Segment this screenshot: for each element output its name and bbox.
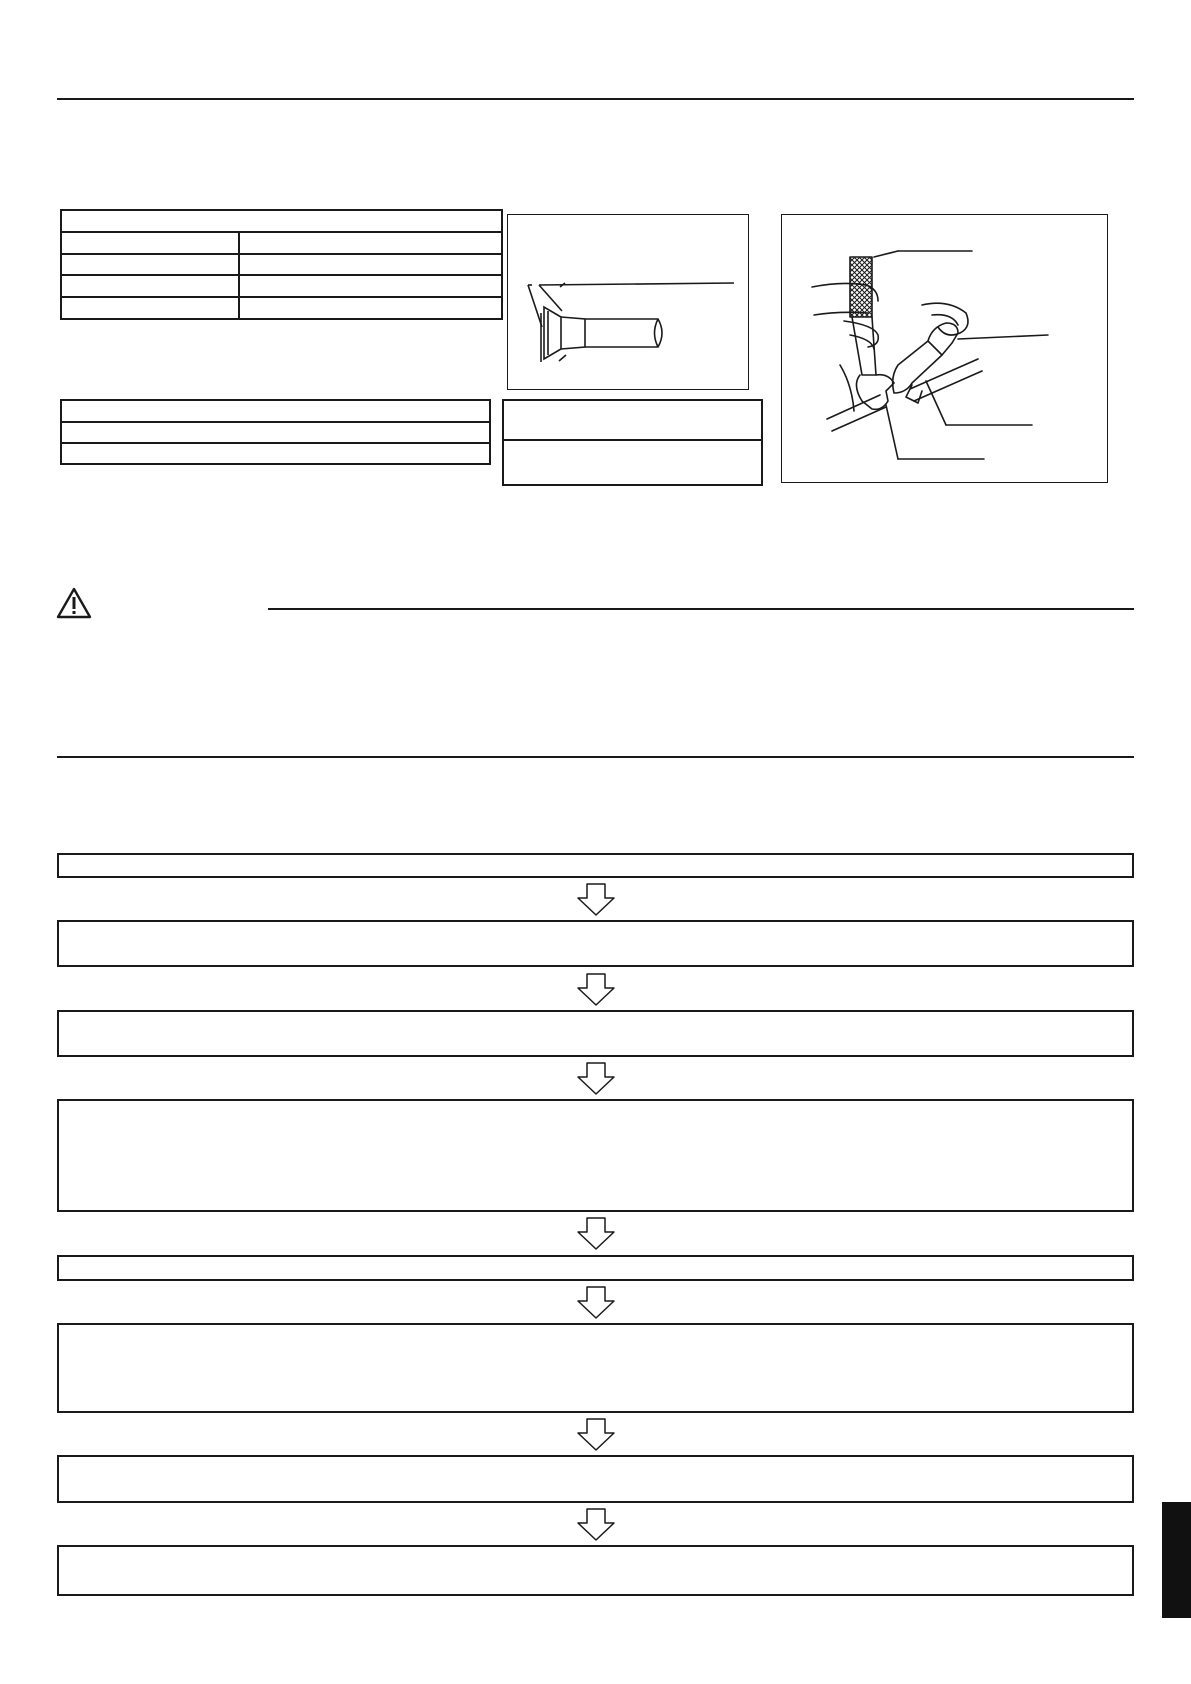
flow-step-box xyxy=(57,853,1134,878)
down-arrow-icon xyxy=(576,1217,616,1251)
wrench-figure-panel xyxy=(781,214,1108,483)
spec-cell xyxy=(61,297,239,319)
top-header-rule xyxy=(57,98,1134,100)
torque-row xyxy=(61,422,490,443)
flow-step-box xyxy=(57,1323,1134,1413)
flare-figure-panel xyxy=(507,214,749,390)
spec-cell xyxy=(239,232,502,254)
spec-cell xyxy=(239,297,502,319)
spec-cell xyxy=(239,254,502,275)
down-arrow-icon xyxy=(576,1508,616,1542)
flow-step-box xyxy=(57,1255,1134,1281)
spec-cell xyxy=(61,275,239,297)
down-arrow-icon xyxy=(576,1286,616,1320)
torque-row xyxy=(61,400,490,422)
spec-cell xyxy=(239,275,502,297)
down-arrow-icon xyxy=(576,1062,616,1096)
down-arrow-icon xyxy=(576,1418,616,1452)
spec-cell xyxy=(61,254,239,275)
flow-step-box xyxy=(57,920,1134,967)
flow-step-box xyxy=(57,1545,1134,1596)
torque-row xyxy=(61,443,490,464)
down-arrow-icon xyxy=(576,883,616,917)
side-thumb-tab xyxy=(1162,1502,1191,1618)
flow-step-box xyxy=(57,1099,1134,1212)
spec-table xyxy=(60,209,503,320)
flow-step-box xyxy=(57,1010,1134,1057)
section-rule xyxy=(57,756,1134,758)
down-arrow-icon xyxy=(576,973,616,1007)
spec-cell xyxy=(61,232,239,254)
torque-table xyxy=(60,399,491,465)
warning-triangle-icon xyxy=(56,587,92,619)
note-box-top xyxy=(502,399,763,441)
note-box-bottom xyxy=(502,439,763,486)
flow-step-box xyxy=(57,1455,1134,1503)
caution-rule xyxy=(268,608,1134,610)
two-wrench-tightening-icon xyxy=(782,215,1107,482)
spec-table-header xyxy=(61,210,502,232)
flare-pipe-icon xyxy=(508,215,748,389)
